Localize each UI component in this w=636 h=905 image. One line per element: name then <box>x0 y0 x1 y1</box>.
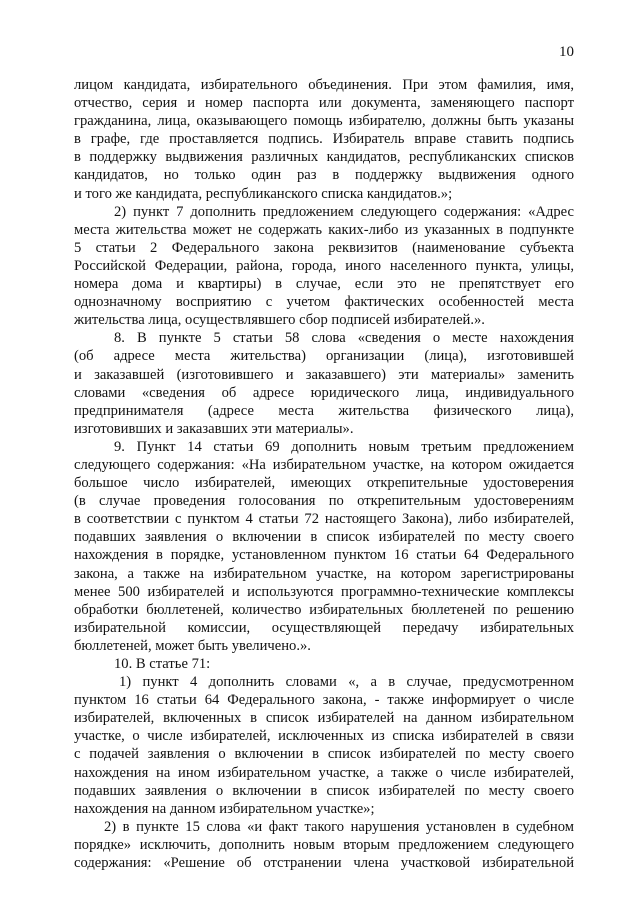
text-line: менее 500 избирателей и используются программно-технические комплексы <box>74 583 574 600</box>
text-line: обработки бюллетеней, количество избирательных бюллетеней по решению <box>74 601 574 618</box>
text-line: 5 статьи 2 Федерального закона реквизитов (наименование субъекта <box>74 239 574 256</box>
text-line: подавших заявления о включении в список избирателей по месту своего <box>74 529 574 546</box>
text-line: нахождения на ином избирательном участке, а также о числе избирателей, <box>74 764 574 781</box>
page-number: 10 <box>559 44 574 60</box>
text-line: и заказавшей (изготовившего и заказавшего) эти материалы» заменить <box>74 366 574 383</box>
text-line: порядке» исключить, дополнить новым вторым предложением следующего <box>74 836 574 853</box>
text-line: избирательной комиссии, осуществляющей передачу избирательных <box>74 619 574 636</box>
text-line: однозначному восприятию с учетом фактических особенностей места <box>74 294 574 311</box>
text-line: избирателей, включенных в список избирателей на данном избирательном <box>74 710 574 727</box>
text-line: участке, о числе избирателей, исключенных из списка избирателей в связи <box>74 728 574 745</box>
text-line: предпринимателя (адресе места жительства физического лица), <box>74 402 574 419</box>
text-line: с подачей заявления о включении в список избирателей по месту своего <box>74 746 574 763</box>
text-line: словами «сведения об адресе юридического лица, индивидуального <box>74 384 574 401</box>
text-line: 2) в пункте 15 слова «и факт такого нарушения установлен в судебном <box>104 818 574 835</box>
text-line: большое число избирателей, имеющих открепительные удостоверения <box>74 475 574 492</box>
text-line: в поддержку выдвижения различных кандидатов, республиканских списков <box>74 149 574 166</box>
text-line: кандидатов, но только один раз в поддержку выдвижения одного <box>74 167 574 184</box>
text-line: нахождения на данном избирательном участке»; <box>74 800 375 817</box>
text-line: изготовивших и заказавших эти материалы». <box>74 420 354 437</box>
text-line: в графе, где проставляется подпись. Избиратель вправе ставить подпись <box>74 131 574 148</box>
text-line: номера дома и квартиры) в случае, если это не препятствует его <box>74 276 574 293</box>
text-line: жительства лица, осуществлявшего сбор подписей избирателей.». <box>74 312 485 329</box>
text-line: 1) пункт 4 дополнить словами «, а в случае, предусмотренном <box>119 674 574 691</box>
text-line: (в случае проведения голосования по открепительным удостоверениям <box>74 493 574 510</box>
text-line: бюллетеней, может быть увеличено.». <box>74 637 311 654</box>
text-line: отчество, серия и номер паспорта или документа, заменяющего паспорт <box>74 95 574 112</box>
text-line: и того же кандидата, республиканского списка кандидатов.»; <box>74 185 453 202</box>
text-line: в соответствии с пунктом 4 статьи 72 настоящего Закона), либо избирателей, <box>74 511 574 528</box>
document-body <box>74 76 574 872</box>
text-line: (об адресе места жительства) организации (лица), изготовившей <box>74 348 574 365</box>
text-line: закона, а также на избирательном участке, на котором зарегистрированы <box>74 565 574 582</box>
text-line: 10. В статье 71: <box>114 656 211 672</box>
text-line: 2) пункт 7 дополнить предложением следующего содержания: «Адрес <box>114 203 574 220</box>
text-line: следующего содержания: «На избирательном участке, на котором ожидается <box>74 456 574 473</box>
text-line: 8. В пункте 5 статьи 58 слова «сведения о месте нахождения <box>114 330 574 347</box>
text-line: гражданина, лица, оказывающего помощь избирателю, должны быть указаны <box>74 113 574 130</box>
text-line: лицом кандидата, избирательного объединения. При этом фамилия, имя, <box>74 77 574 93</box>
text-line: пунктом 16 статьи 64 Федерального закона, - также информирует о числе <box>74 692 574 709</box>
text-line: Российской Федерации, района, города, иного населенного пункта, улицы, <box>74 257 574 274</box>
text-line: 9. Пункт 14 статьи 69 дополнить новым третьим предложением <box>114 438 574 455</box>
text-line: места жительства может не содержать каких-либо из указанных в подпункте <box>74 221 574 238</box>
text-line: подавших заявления о включении в список избирателей по месту своего <box>74 782 574 799</box>
text-line: нахождения в порядке, установленном пунктом 16 статьи 64 Федерального <box>74 547 574 564</box>
text-line: содержания: «Решение об отстранении члена участковой избирательной <box>74 855 574 872</box>
